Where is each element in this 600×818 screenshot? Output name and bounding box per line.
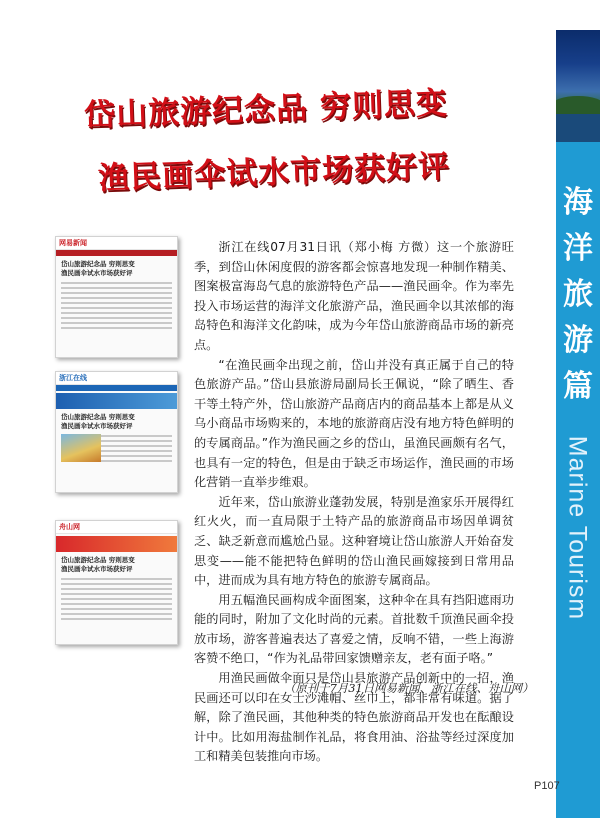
news-clipping-3 [55,520,178,645]
section-title-char: 洋 [563,231,593,266]
section-title-char: 游 [563,323,593,358]
section-title-char: 旅 [563,277,593,312]
clipping-header [56,237,177,250]
clipping-title-1: 岱山旅游纪念品 穷则思变 [61,260,135,268]
clipping-navbar [56,385,177,391]
clipping-banner [56,393,177,409]
clipping-title-2: 渔民画伞试水市场获好评 [61,565,133,573]
page-number: P107 [534,780,560,792]
news-clipping-2 [55,371,178,493]
clipping-header [56,521,177,534]
clipping-body [56,256,177,336]
mountain-ridge [556,96,600,114]
clipping-header [56,372,177,385]
article-paragraph: “在渔民画伞出现之前，岱山并没有真正属于自己的特色旅游产品。”岱山县旅游局副局长王佩说，“除了晒生、香干等土特产外，岱山旅游产品商店内的商品基本上都是从义乌小商品市场购来的，本地的旅游商店没有地方特色鲜明的的专属商品。”作为渔民画之乡的岱山，虽渔民画颇有名气，也具有一定的特色，但是由于缺乏市场运作，渔民画的市场化营销一直举步维艰。 [194,357,514,490]
clipping-title-1: 岱山旅游纪念品 穷则思变 [61,556,135,564]
headline-line-1: 岱山旅游纪念品 穷则思变 [83,85,449,135]
article-paragraph: 用渔民画做伞面只是岱山县旅游产品创新中的一招，渔民画还可以印在女士沙滩帽、丝巾上，都非常有味道。据了解，除了渔民画，其他种类的特色旅游商品开发也在酝酿设计中。比如用海盐制作礼品，将食用油、浴盐等经过深度加工和精美包装推向市场。 [194,671,514,764]
clipping-title-1: 岱山旅游纪念品 穷则思变 [61,413,135,421]
clipping-body [56,552,177,627]
clipping-title-2: 渔民画伞试水市场获好评 [61,422,133,430]
sidebar-top-strip [556,0,600,30]
section-title-char: 篇 [563,369,593,404]
article-paragraph: 用五幅渔民画构成伞面图案，这种伞在具有挡阳遮雨功能的同时，附加了文化时尚的元素。首批数千顶渔民画伞投放市场，游客普遍表达了喜爱之情，反响不错，一些上海游客赞不绝口，“作为礼品带回家馈赠亲友，老有面子咯。” [194,592,514,666]
article-headline [83,82,544,197]
clipping-site-logo: 舟山网 [59,523,80,531]
clipping-body [56,409,177,469]
section-sidebar [556,0,600,818]
clipping-text-lines [61,282,172,329]
section-title [556,180,600,410]
sea-strip [556,114,600,142]
headline-line-2: 渔民画伞试水市场获好评 [97,148,451,197]
source-note: （原刊于7月31日网易新闻、浙江在线、舟山网） [284,681,534,695]
clipping-photo [61,434,101,462]
article-paragraph: 近年来，岱山旅游业蓬勃发展，特别是渔家乐开展得红红火火，而一直局限于土特产品的旅游商品市场因单调贫乏、缺乏新意而尴尬凸显。这种窘境让岱山旅游人开始奋发思变——能不能把特色鲜明的岱山渔民画嫁接到日常用品中，进而成为具有地方特色的旅游专属商品。 [194,494,514,588]
section-title-english: Marine Tourism [563,435,592,621]
clipping-title-2: 渔民画伞试水市场获好评 [61,269,133,277]
coastal-photo [556,30,600,142]
clipping-site-logo: 浙江在线 [59,374,87,382]
clipping-banner [56,536,177,552]
news-clipping-1 [55,236,178,358]
section-title-char: 海 [563,185,593,220]
clipping-site-logo: 网易新闻 [59,239,87,247]
clipping-text-lines [61,578,172,620]
article-paragraph: 浙江在线07月31日讯（郑小梅 方微）这一个旅游旺季，到岱山休闲度假的游客都会惊喜地发现一种制作精美、图案极富海岛气息的旅游特色产品——渔民画伞。作为率先投入市场运营的海洋文化旅游产品，渔民画伞以其浓郁的海岛特色和海洋文化韵味，成为今年岱山旅游商品市场的新亮点。 [194,240,514,352]
